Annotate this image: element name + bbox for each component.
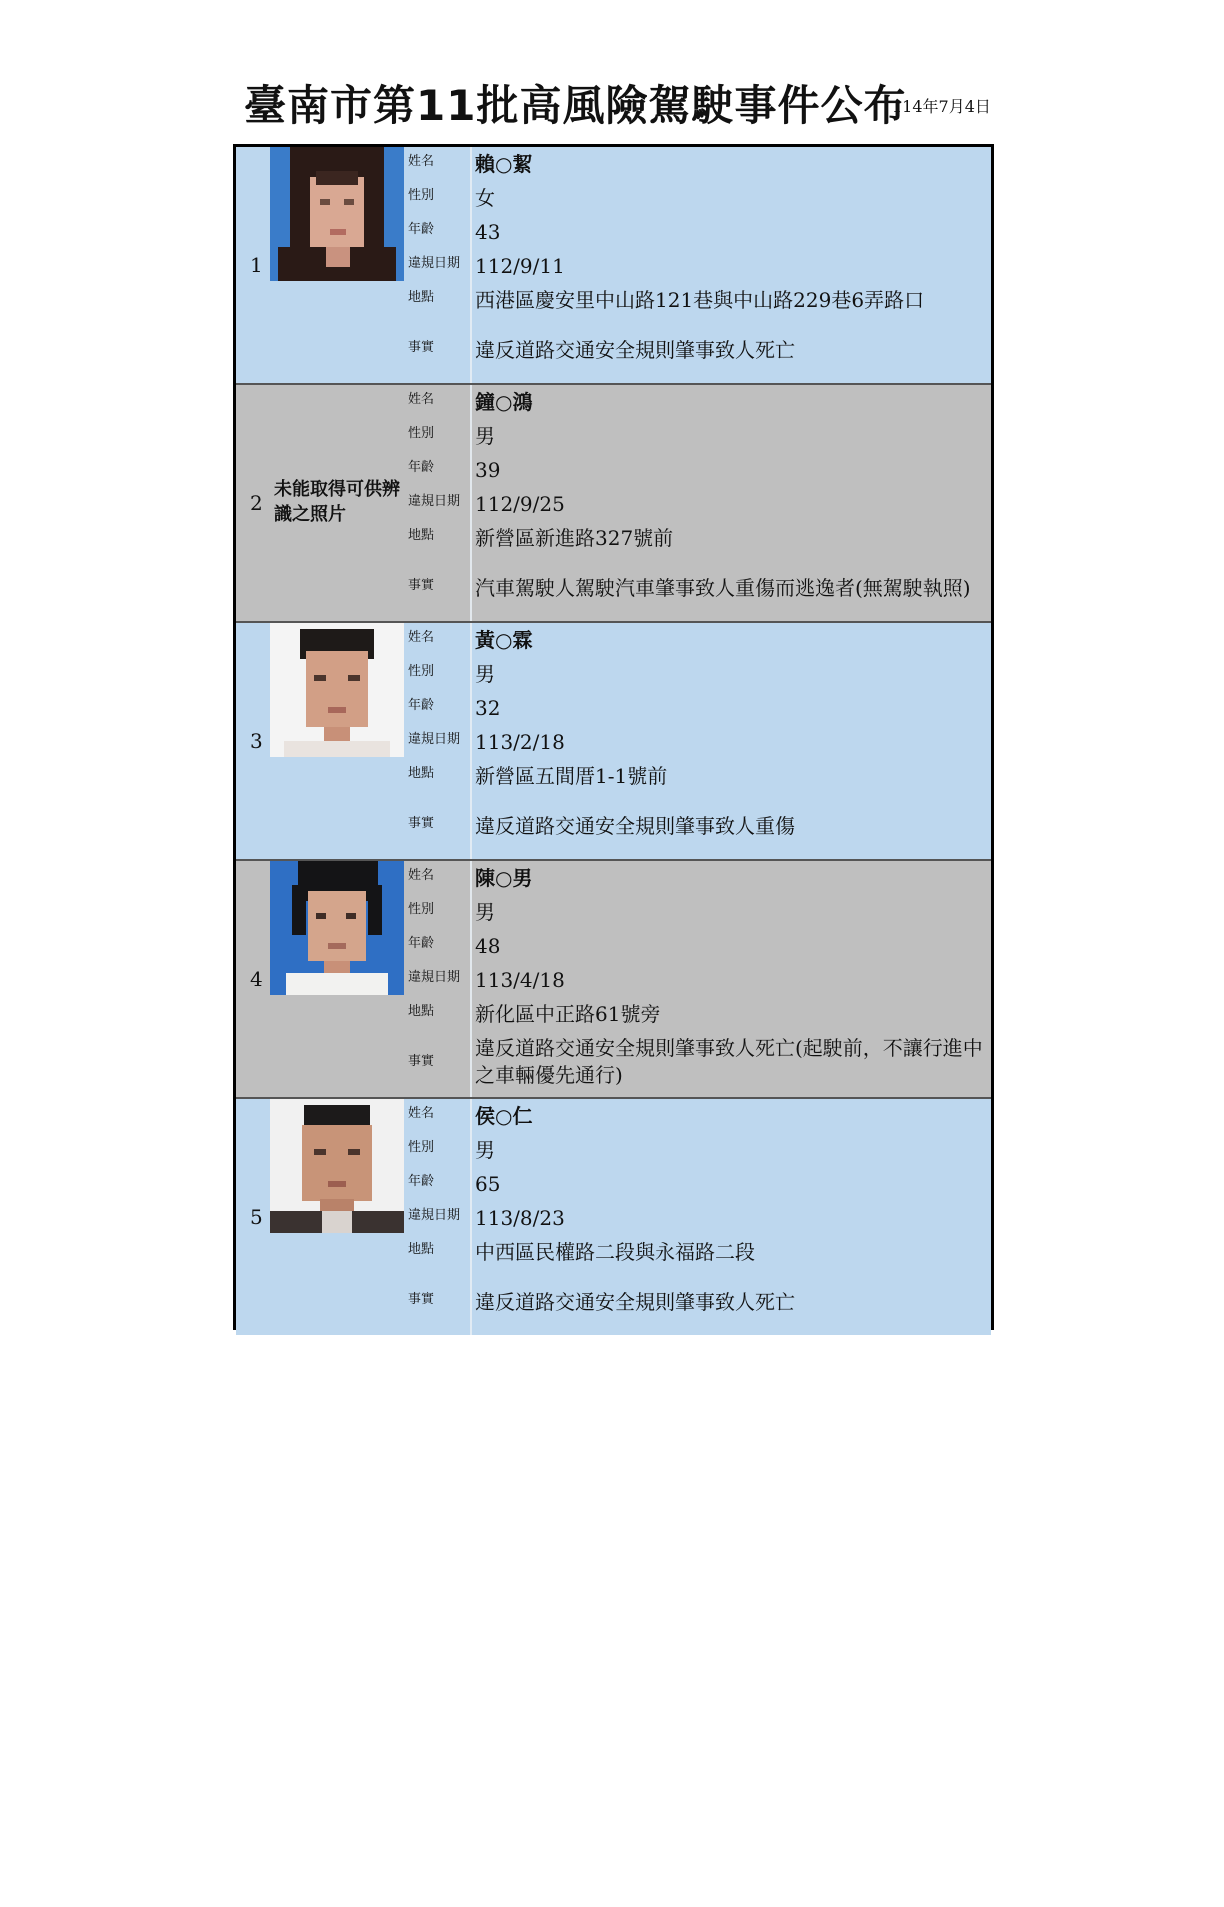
value-age: 32 xyxy=(475,696,501,720)
value-age: 48 xyxy=(475,934,501,958)
value-fact: 汽車駕駛人駕駛汽車肇事致人重傷而逃逸者(無駕駛執照) xyxy=(475,576,971,600)
value-age: 65 xyxy=(475,1172,501,1196)
value-name: 賴○絜 xyxy=(475,152,533,176)
value-date: 112/9/11 xyxy=(475,254,565,278)
value-name: 黃○霖 xyxy=(475,628,533,652)
value-gender: 女 xyxy=(475,186,495,210)
label-location: 地點 xyxy=(408,290,435,305)
records-table xyxy=(233,144,994,1330)
value-gender: 男 xyxy=(475,662,495,686)
label-date: 違規日期 xyxy=(408,970,461,985)
value-fact: 違反道路交通安全規則肇事致人死亡(起駛前，不讓行進中之車輛優先通行) xyxy=(475,1036,983,1087)
label-gender: 性別 xyxy=(408,902,435,917)
value-gender: 男 xyxy=(475,900,495,924)
label-date: 違規日期 xyxy=(408,256,461,271)
label-gender: 性別 xyxy=(408,1140,435,1155)
label-age: 年齡 xyxy=(408,1174,435,1189)
label-location: 地點 xyxy=(408,528,435,543)
label-fact: 事實 xyxy=(408,816,435,831)
label-location: 地點 xyxy=(408,1004,435,1019)
value-date: 112/9/25 xyxy=(475,492,565,516)
page-title: 臺南市第11批高風險駕駛事件公布 xyxy=(244,81,907,130)
label-fact: 事實 xyxy=(408,340,435,355)
label-name: 姓名 xyxy=(408,630,435,645)
value-age: 39 xyxy=(475,458,501,482)
label-fact: 事實 xyxy=(408,1292,435,1307)
value-date: 113/2/18 xyxy=(475,730,565,754)
value-name: 鐘○鴻 xyxy=(475,390,533,414)
value-location: 西港區慶安里中山路121巷與中山路229巷6弄路口 xyxy=(475,288,925,312)
label-date: 違規日期 xyxy=(408,494,461,509)
value-location: 中西區民權路二段與永福路二段 xyxy=(475,1240,755,1264)
label-age: 年齡 xyxy=(408,222,435,237)
record-row-3 xyxy=(236,623,991,859)
record-index: 1 xyxy=(250,253,263,277)
value-fact: 違反道路交通安全規則肇事致人死亡 xyxy=(475,338,795,362)
label-location: 地點 xyxy=(408,1242,435,1257)
value-location: 新化區中正路61號旁 xyxy=(475,1002,661,1026)
value-location: 新營區新進路327號前 xyxy=(475,526,674,550)
record-index: 4 xyxy=(250,967,263,991)
value-fact: 違反道路交通安全規則肇事致人重傷 xyxy=(475,814,795,838)
record-row-1 xyxy=(236,147,991,383)
label-gender: 性別 xyxy=(408,188,435,203)
label-date: 違規日期 xyxy=(408,1208,461,1223)
value-location: 新營區五間厝1-1號前 xyxy=(475,764,668,788)
record-index: 5 xyxy=(250,1205,263,1229)
label-age: 年齡 xyxy=(408,698,435,713)
label-age: 年齡 xyxy=(408,460,435,475)
label-gender: 性別 xyxy=(408,664,435,679)
face-photo-3 xyxy=(270,623,404,757)
value-name: 陳○男 xyxy=(475,866,533,890)
record-index: 3 xyxy=(250,729,263,753)
record-row-5 xyxy=(236,1099,991,1335)
label-name: 姓名 xyxy=(408,868,435,883)
publish-date: 114年7月4日 xyxy=(892,97,991,116)
face-photo-4 xyxy=(270,861,404,995)
label-age: 年齡 xyxy=(408,936,435,951)
record-index: 2 xyxy=(250,491,263,515)
label-name: 姓名 xyxy=(408,154,435,169)
label-gender: 性別 xyxy=(408,426,435,441)
value-name: 侯○仁 xyxy=(475,1104,533,1128)
value-fact: 違反道路交通安全規則肇事致人死亡 xyxy=(475,1290,795,1314)
label-date: 違規日期 xyxy=(408,732,461,747)
face-photo-1 xyxy=(270,147,404,281)
value-gender: 男 xyxy=(475,424,495,448)
value-date: 113/4/18 xyxy=(475,968,565,992)
no-photo-note: 未能取得可供辨識之照片 xyxy=(274,479,400,525)
record-row-2 xyxy=(236,385,991,621)
label-fact: 事實 xyxy=(408,1054,435,1069)
label-name: 姓名 xyxy=(408,392,435,407)
label-name: 姓名 xyxy=(408,1106,435,1121)
value-age: 43 xyxy=(475,220,501,244)
label-fact: 事實 xyxy=(408,578,435,593)
value-date: 113/8/23 xyxy=(475,1206,565,1230)
value-gender: 男 xyxy=(475,1138,495,1162)
face-photo-5 xyxy=(270,1099,404,1233)
label-location: 地點 xyxy=(408,766,435,781)
record-row-4 xyxy=(236,861,991,1097)
